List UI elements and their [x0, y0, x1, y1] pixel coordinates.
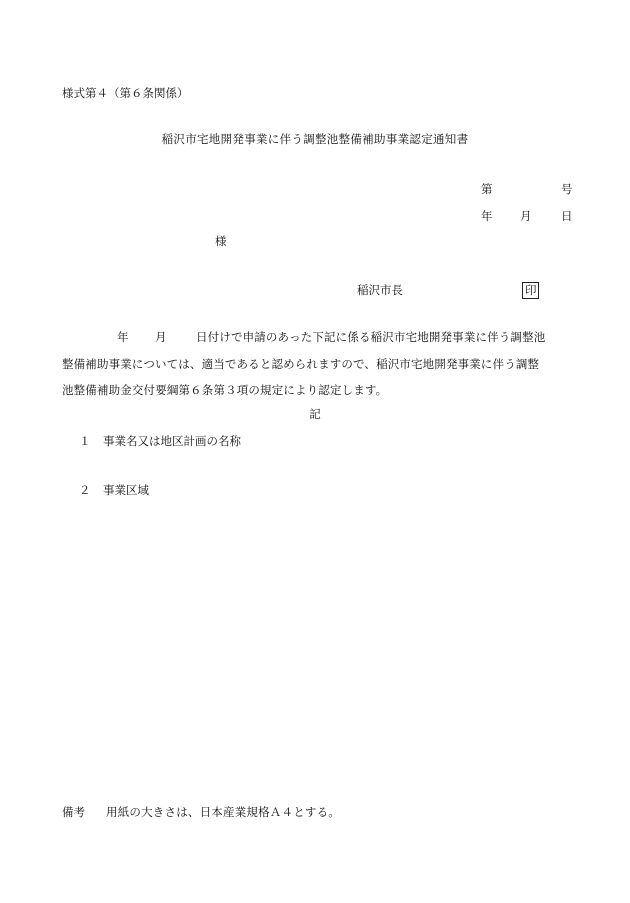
item-label: 事業区域: [103, 483, 149, 497]
body-line-3: 池整備補助金交付要綱第６条第３項の規定により認定します。: [62, 383, 388, 397]
issuer-title: 稲沢市長: [357, 283, 403, 297]
body-line-1: 日付けで申請のあった下記に係る稲沢市宅地開発事業に伴う調整池: [196, 330, 546, 344]
item-label: 事業名又は地区計画の名称: [103, 434, 241, 448]
item-number: ２: [79, 483, 91, 497]
body-year-label: 年: [117, 330, 129, 344]
item-number: １: [79, 434, 91, 448]
date-year-label: 年: [481, 209, 493, 223]
remarks-text: 用紙の大きさは、日本産業規格Ａ４とする。: [106, 805, 340, 819]
body-month-label: 月: [155, 330, 167, 344]
remarks-label: 備考: [62, 805, 85, 819]
body-line-2: 整備補助事業については、適当であると認められますので、稲沢市宅地開発事業に伴う調整: [62, 357, 540, 371]
seal-stamp-box: 印: [522, 282, 539, 299]
date-month-label: 月: [520, 209, 532, 223]
number-prefix: 第: [481, 182, 493, 196]
document-title: 稲沢市宅地開発事業に伴う調整池整備補助事業認定通知書: [161, 132, 469, 146]
date-day-label: 日: [561, 209, 573, 223]
number-suffix: 号: [561, 182, 573, 196]
ki-heading: 記: [309, 407, 321, 421]
addressee-honorific: 様: [215, 234, 227, 248]
form-number: 様式第４（第６条関係）: [62, 86, 189, 100]
